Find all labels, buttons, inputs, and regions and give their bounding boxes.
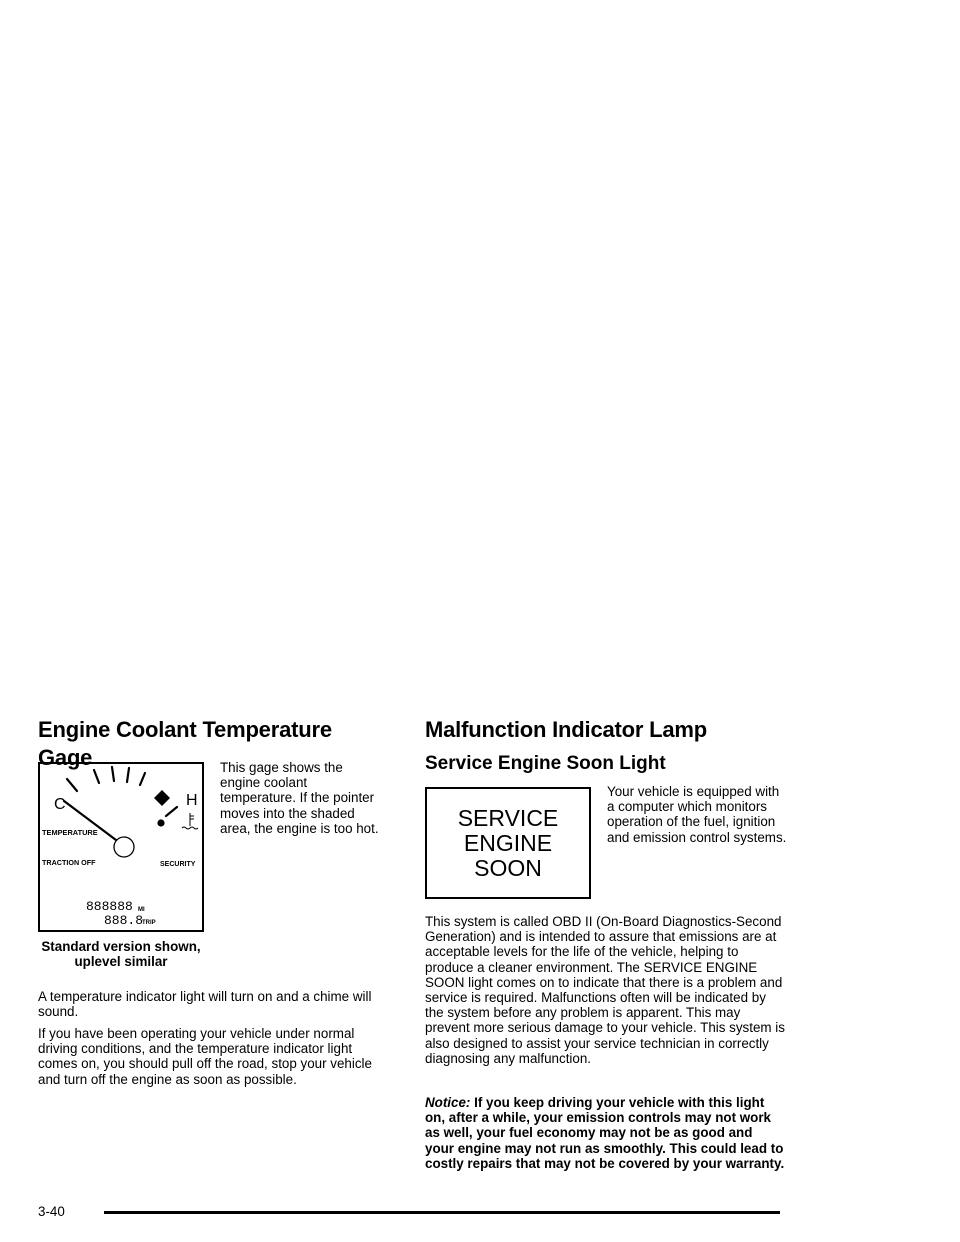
lamp-description: Your vehicle is equipped with a computer which monitors operation of the fuel, ignition and emission control systems. — [607, 784, 787, 845]
coolant-gage-illustration — [38, 762, 204, 932]
subsection-title-service-engine-soon: Service Engine Soon Light — [425, 753, 666, 774]
coolant-gage-section — [38, 716, 383, 1087]
gage-description: This gage shows the engine coolant temperature. If the pointer moves into the shaded area, the engine is too hot. — [220, 760, 379, 836]
odometer-unit: MI — [138, 907, 145, 913]
odometer-display: 888888 — [86, 899, 133, 914]
notice-label: Notice: — [425, 1095, 471, 1110]
section-title-coolant-gage: Engine Coolant Temperature Gage — [38, 717, 332, 770]
security-label: SECURITY — [160, 861, 196, 868]
gage-cold-label: C — [54, 796, 66, 813]
section-title-malfunction-lamp: Malfunction Indicator Lamp — [425, 717, 708, 742]
lamp-text-line: ENGINE — [463, 829, 553, 856]
notice-text: If you keep driving your vehicle with this light on, after a while, your emission controls may not work as well, your fuel economy may not be as good and your engine may not run as smoothly. This could lead to costly repairs that may not be covered by your warranty. — [425, 1095, 785, 1171]
gage-tick — [94, 770, 99, 783]
body-paragraph: A temperature indicator light will turn on and a chime will sound. — [38, 989, 372, 1020]
gage-tick — [127, 768, 129, 782]
gage-tick — [67, 779, 77, 791]
traction-off-label: TRACTION OFF — [42, 858, 96, 867]
service-engine-soon-lamp-illustration — [425, 787, 591, 899]
trip-display: 888.8 — [104, 913, 144, 928]
page-number: 3-40 — [38, 1204, 65, 1219]
gage-tick — [112, 767, 114, 781]
lamp-text-line: SERVICE — [457, 804, 559, 831]
pointer-hub — [114, 837, 134, 857]
gage-tick — [166, 807, 177, 816]
figure-caption: Standard version shown, uplevel similar — [41, 939, 201, 969]
gage-dial-drawing — [40, 764, 202, 930]
gage-hot-label: H — [186, 792, 198, 809]
shaded-area-marker — [154, 790, 170, 806]
indicator-dot — [157, 819, 164, 826]
body-paragraph: This system is called OBD II (On-Board Diagnostics-Second Generation) and is intended to assure that emissions are at acceptable levels for the life of the vehicle, helping to produce a cleaner environment. The SERVICE ENGINE SOON light comes on to indicate that there is a problem and service is required. Malfunctions often will be indicated by the system before any problem is apparent. This may prevent more serious damage to your vehicle. This system is also designed to assist your service technician in correctly diagnosing any malfunction. — [425, 914, 785, 1066]
malfunction-lamp-section — [425, 716, 787, 1171]
lamp-text-line: SOON — [474, 854, 542, 881]
footer-rule — [104, 1211, 780, 1214]
notice-paragraph — [425, 1095, 785, 1171]
temperature-label: TEMPERATURE — [42, 828, 98, 837]
coolant-temperature-icon — [182, 813, 198, 829]
trip-unit: TRIP — [142, 920, 156, 926]
body-paragraph: If you have been operating your vehicle under normal driving conditions, and the temperature indicator light comes on, you should pull off the road, stop your vehicle and turn off the engine as soon as possible. — [38, 1026, 372, 1087]
gage-tick — [140, 773, 145, 785]
